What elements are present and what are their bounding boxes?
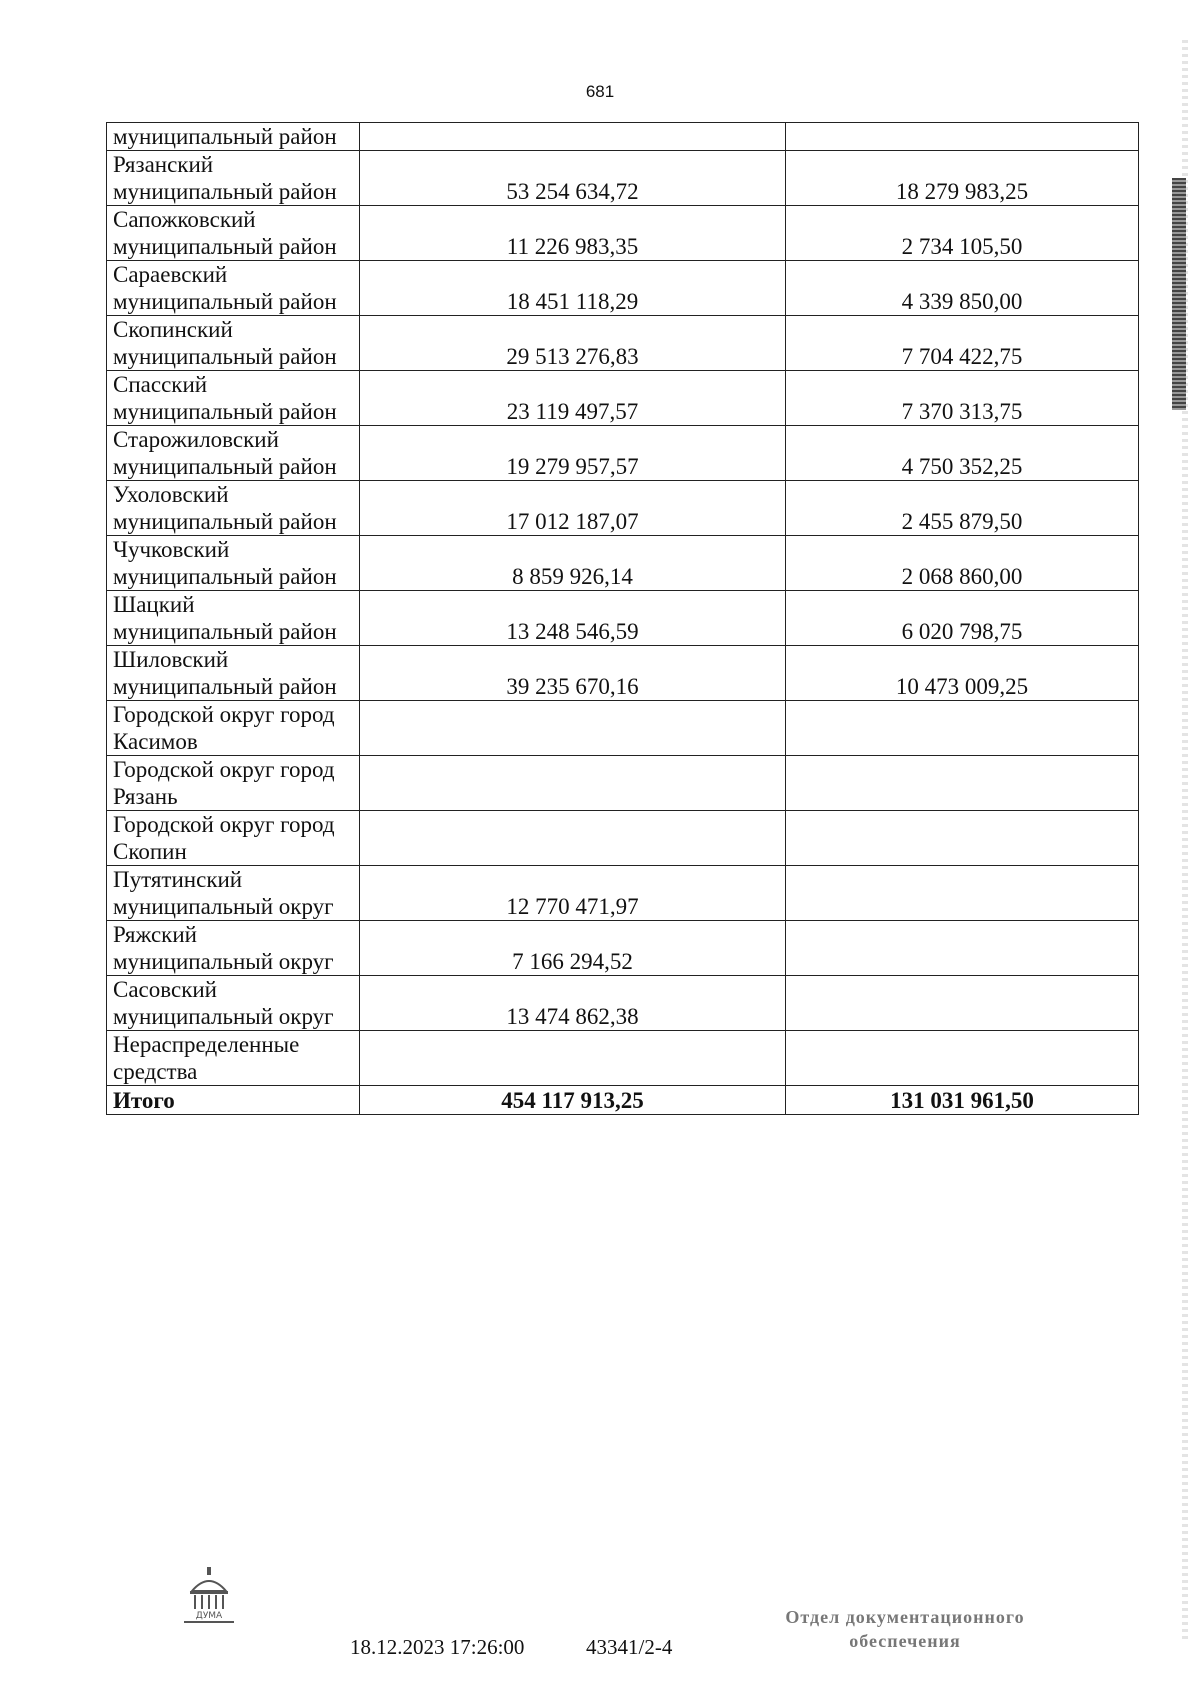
table-row [107,701,1139,756]
table-row [107,976,1139,1031]
amount-a: 39 235 670,16 [360,646,786,701]
region-name: Спасский муниципальный район [107,371,360,426]
region-name: Сасовский муниципальный округ [107,976,360,1031]
table-row [107,206,1139,261]
amount-a [360,811,786,866]
region-name: Нераспределенные средства [107,1031,360,1086]
total-row [107,1086,1139,1115]
table-row [107,591,1139,646]
amount-a: 17 012 187,07 [360,481,786,536]
table-row [107,371,1139,426]
amount-b [786,866,1139,921]
table-row [107,261,1139,316]
amount-b: 7 370 313,75 [786,371,1139,426]
amount-b [786,811,1139,866]
amount-b: 2 734 105,50 [786,206,1139,261]
table-row [107,1031,1139,1086]
amount-b: 4 339 850,00 [786,261,1139,316]
region-name: Сапожковский муниципальный район [107,206,360,261]
amount-b [786,701,1139,756]
amount-b [786,921,1139,976]
logo-text: ДУМА [195,1611,223,1621]
page-number: 681 [585,82,615,101]
region-name: Городской округ город Касимов [107,701,360,756]
region-name: муниципальный район [107,123,360,151]
duma-logo [178,1565,240,1627]
amount-b [786,123,1139,151]
table-row [107,536,1139,591]
table-row [107,426,1139,481]
department-stamp [750,1605,1060,1653]
region-name: Скопинский муниципальный район [107,316,360,371]
table-row [107,151,1139,206]
table-row [107,756,1139,811]
amount-a [360,123,786,151]
total-amount-a: 454 117 913,25 [360,1086,786,1115]
amount-b: 2 455 879,50 [786,481,1139,536]
region-name: Чучковский муниципальный район [107,536,360,591]
amount-a: 53 254 634,72 [360,151,786,206]
table-row [107,123,1139,151]
amount-a: 12 770 471,97 [360,866,786,921]
table-row [107,646,1139,701]
total-label: Итого [107,1086,360,1115]
region-name: Городской округ город Рязань [107,756,360,811]
table-row [107,866,1139,921]
amount-a: 13 474 862,38 [360,976,786,1031]
region-name: Сараевский муниципальный район [107,261,360,316]
document-number: 43341/2-4 [586,1635,673,1659]
region-name: Рязанский муниципальный район [107,151,360,206]
amount-a: 29 513 276,83 [360,316,786,371]
region-name: Шацкий муниципальный район [107,591,360,646]
scan-mark-artifact [1172,178,1186,410]
amount-a: 13 248 546,59 [360,591,786,646]
amount-b: 6 020 798,75 [786,591,1139,646]
page-footer [0,1565,1200,1675]
amount-a: 11 226 983,35 [360,206,786,261]
table-body [107,123,1139,1115]
amount-a [360,1031,786,1086]
region-name: Ряжский муниципальный округ [107,921,360,976]
stamp-line-1: Отдел документационного [785,1607,1025,1627]
amount-b: 2 068 860,00 [786,536,1139,591]
amount-a: 23 119 497,57 [360,371,786,426]
amount-b: 7 704 422,75 [786,316,1139,371]
amount-a [360,701,786,756]
region-name: Ухоловский муниципальный район [107,481,360,536]
table-row [107,316,1139,371]
amount-a [360,756,786,811]
amount-a: 7 166 294,52 [360,921,786,976]
region-name: Старожиловский муниципальный район [107,426,360,481]
amount-b [786,1031,1139,1086]
table-row [107,811,1139,866]
table-row [107,921,1139,976]
amount-b: 18 279 983,25 [786,151,1139,206]
amount-a: 18 451 118,29 [360,261,786,316]
amount-b: 4 750 352,25 [786,426,1139,481]
amount-a: 19 279 957,57 [360,426,786,481]
amount-b [786,976,1139,1031]
region-name: Городской округ город Скопин [107,811,360,866]
amount-b: 10 473 009,25 [786,646,1139,701]
allocation-table [106,122,1139,1115]
timestamp: 18.12.2023 17:26:00 [350,1635,525,1659]
region-name: Шиловский муниципальный район [107,646,360,701]
amount-b [786,756,1139,811]
region-name: Путятинский муниципальный округ [107,866,360,921]
stamp-line-2: обеспечения [849,1631,961,1651]
total-amount-b: 131 031 961,50 [786,1086,1139,1115]
amount-a: 8 859 926,14 [360,536,786,591]
table-row [107,481,1139,536]
